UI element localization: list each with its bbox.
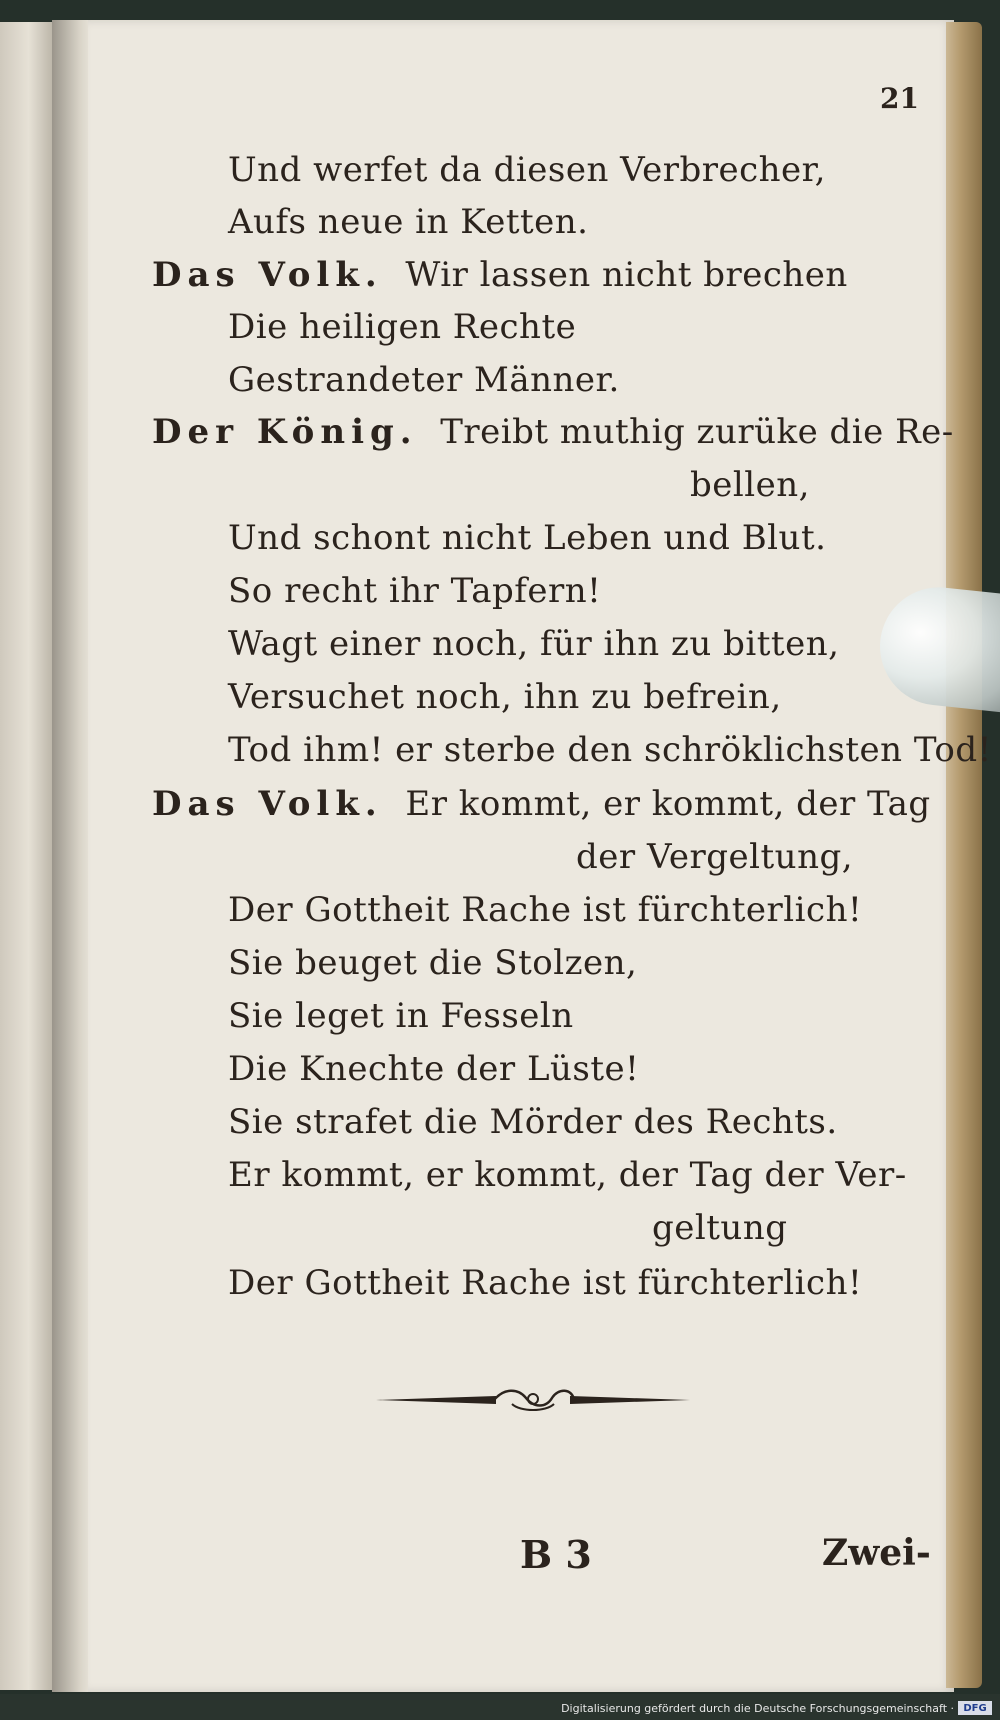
page-number: 21 <box>880 82 919 115</box>
text-line: Der Gottheit Rache ist fürchterlich! <box>228 1263 863 1303</box>
text-line: Tod ihm! er sterbe den schröklichsten Tod! <box>228 730 992 770</box>
catchword: Zwei- <box>822 1532 931 1574</box>
text-line: Und werfet da diesen Verbrecher, <box>228 150 826 190</box>
text-line: bellen, <box>690 465 810 505</box>
text-line: Und schont nicht Leben und Blut. <box>228 518 827 558</box>
decorative-rule-icon <box>376 1384 690 1414</box>
signature-mark: B 3 <box>520 1532 592 1577</box>
text-line: Sie strafet die Mörder des Rechts. <box>228 1102 838 1142</box>
text-line: geltung <box>652 1208 788 1248</box>
dfg-logo: DFG <box>958 1701 992 1715</box>
text-line: Aufs neue in Ketten. <box>228 202 589 242</box>
text-line: Wagt einer noch, für ihn zu bitten, <box>228 624 840 664</box>
digitization-credit: Digitalisierung gefördert durch die Deutsche Forschungsgemeinschaft · <box>561 1702 954 1715</box>
speaker-line: Das Volk. Wir lassen nicht brechen <box>152 255 848 295</box>
text-line: Versuchet noch, ihn zu befrein, <box>228 677 782 717</box>
text-line: Die Knechte der Lüste! <box>228 1049 640 1089</box>
text-line: Sie leget in Fesseln <box>228 996 574 1036</box>
text-line: Die heiligen Rechte <box>228 307 577 347</box>
speaker-line: Das Volk. Er kommt, er kommt, der Tag <box>152 784 931 824</box>
text-line: Gestrandeter Männer. <box>228 360 620 400</box>
text-line: Er kommt, er kommt, der Tag der Ver- <box>228 1155 907 1195</box>
text-line: der Vergeltung, <box>576 837 854 877</box>
speaker-line: Der König. Treibt muthig zurüke die Re- <box>152 412 954 452</box>
text-line: So recht ihr Tapfern! <box>228 571 602 611</box>
text-line: Sie beuget die Stolzen, <box>228 943 638 983</box>
text-line: Der Gottheit Rache ist fürchterlich! <box>228 890 863 930</box>
